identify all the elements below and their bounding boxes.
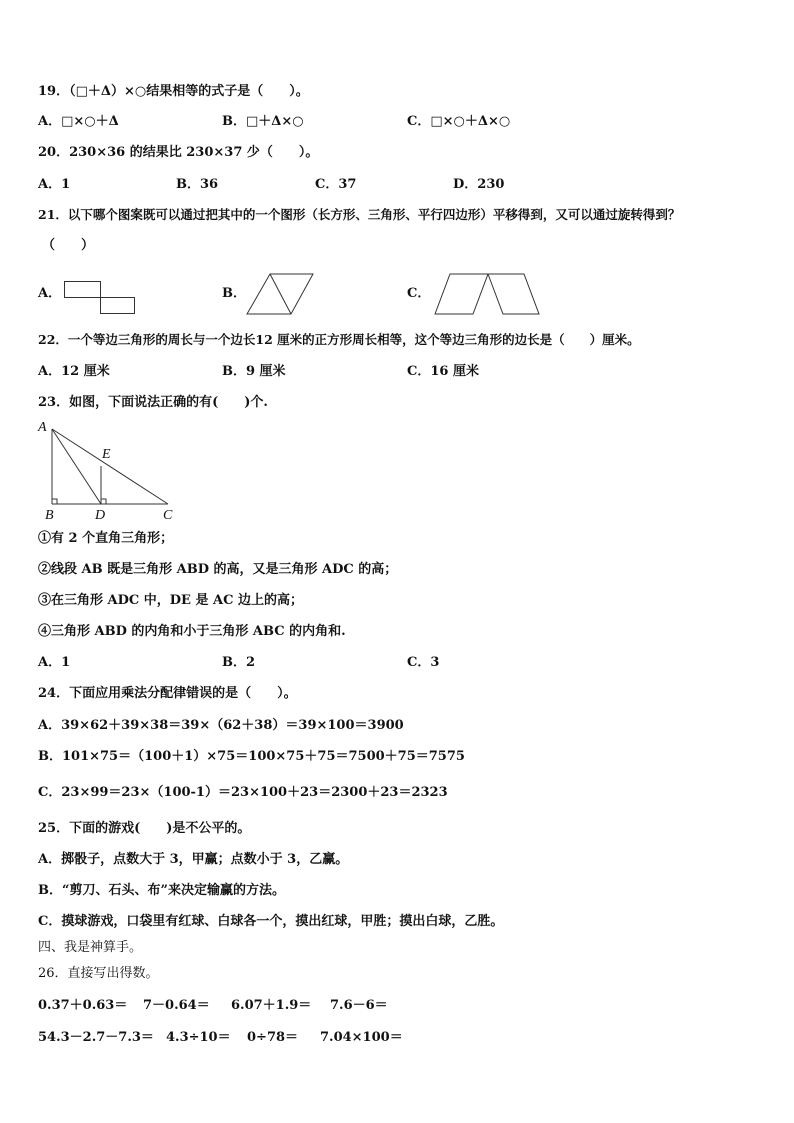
q22-stem: 22．一个等边三角形的周长与一个边长12 厘米的正方形周长相等，这个等边三角形的边长是（ ）厘米。 [38,332,640,347]
q25-option-b: B．“剪刀、石头、布”来决定输赢的方法。 [38,883,285,898]
q21-option-b: B． [222,286,246,301]
q22-option-c: C．16 厘米 [407,364,479,379]
q21-stem: 21．以下哪个图案既可以通过把其中的一个图形（长方形、三角形、平行四边形）平移得到，又可以通过旋转得到？ [38,207,681,222]
q21-option-c: C． [407,286,431,301]
label-e: E [102,447,111,462]
q25-option-a: A．掷骰子，点数大于 3，甲赢；点数小于 3，乙赢。 [38,852,349,867]
q23-statement-4: ④三角形 ABD 的内角和小于三角形 ABC 的内角和. [38,624,346,639]
q21-figure-parallelograms [432,272,542,316]
q26-expr-3: 6.07＋1.9＝ [231,998,312,1013]
q19-option-c: C．□×○＋Δ×○ [407,114,511,129]
section-4-heading: 四、我是神算手。 [38,940,143,955]
label-c: C [163,508,173,523]
q21-stem-paren: （ ） [42,238,95,253]
q23-triangle-figure [30,415,190,525]
q25-option-c: C．摸球游戏，口袋里有红球、白球各一个，摸出红球，甲胜；摸出白球，乙胜。 [38,914,504,929]
q26-expr-6: 4.3÷10＝ [166,1030,231,1045]
q20-option-a: A．1 [38,177,71,192]
q25-stem: 25．下面的游戏( )是不公平的。 [38,821,251,836]
label-d: D [95,508,106,523]
q24-stem: 24．下面应用乘法分配律错误的是（ ）。 [38,686,297,701]
q23-statement-2: ②线段 AB 既是三角形 ABD 的高，又是三角形 ADC 的高； [38,562,398,577]
q26-expr-4: 7.6－6＝ [330,998,388,1013]
q23-option-c: C．3 [407,655,440,670]
label-b: B [45,508,54,523]
q23-statement-1: ①有 2 个直角三角形； [38,531,174,546]
q23-stem: 23．如图，下面说法正确的有( )个. [38,395,268,410]
q19-stem: 19．（□＋Δ）×○结果相等的式子是（ ）。 [38,84,309,99]
q19-option-b: B．□＋Δ×○ [222,114,304,129]
q20-option-d: D．230 [453,177,505,192]
q26-expr-1: 0.37＋0.63＝ [38,998,128,1013]
q23-statement-3: ③在三角形 ADC 中，DE 是 AC 边上的高； [38,593,303,608]
q21-figure-triangles [244,272,316,316]
q23-option-a: A．1 [38,655,71,670]
q24-option-b: B．101×75＝（100＋1）×75＝100×75＋75＝7500＋75＝7575 [38,749,465,764]
q21-figure-rectangles [62,279,138,317]
q21-option-a: A． [38,286,62,301]
q24-option-a: A．39×62＋39×38＝39×（62＋38）＝39×100＝3900 [38,718,404,733]
q20-option-c: C．37 [315,177,357,192]
q19-option-a: A．□×○＋Δ [38,114,119,129]
q20-option-b: B．36 [176,177,219,192]
q22-option-b: B．9 厘米 [222,364,286,379]
q26-expr-2: 7－0.64＝ [143,998,210,1013]
q20-stem: 20．230×36 的结果比 230×37 少（ ）。 [38,145,319,160]
q24-option-c: C．23×99＝23×（100-1）＝23×100＋23＝2300＋23＝2323 [38,785,448,800]
q22-option-a: A．12 厘米 [38,364,110,379]
q23-option-b: B．2 [222,655,256,670]
q26-stem: 26．直接写出得数。 [38,966,159,981]
q26-expr-5: 54.3－2.7－7.3＝ [38,1030,154,1045]
label-a: A [38,420,47,435]
q26-expr-8: 7.04×100＝ [320,1030,403,1045]
q26-expr-7: 0÷78＝ [247,1030,299,1045]
